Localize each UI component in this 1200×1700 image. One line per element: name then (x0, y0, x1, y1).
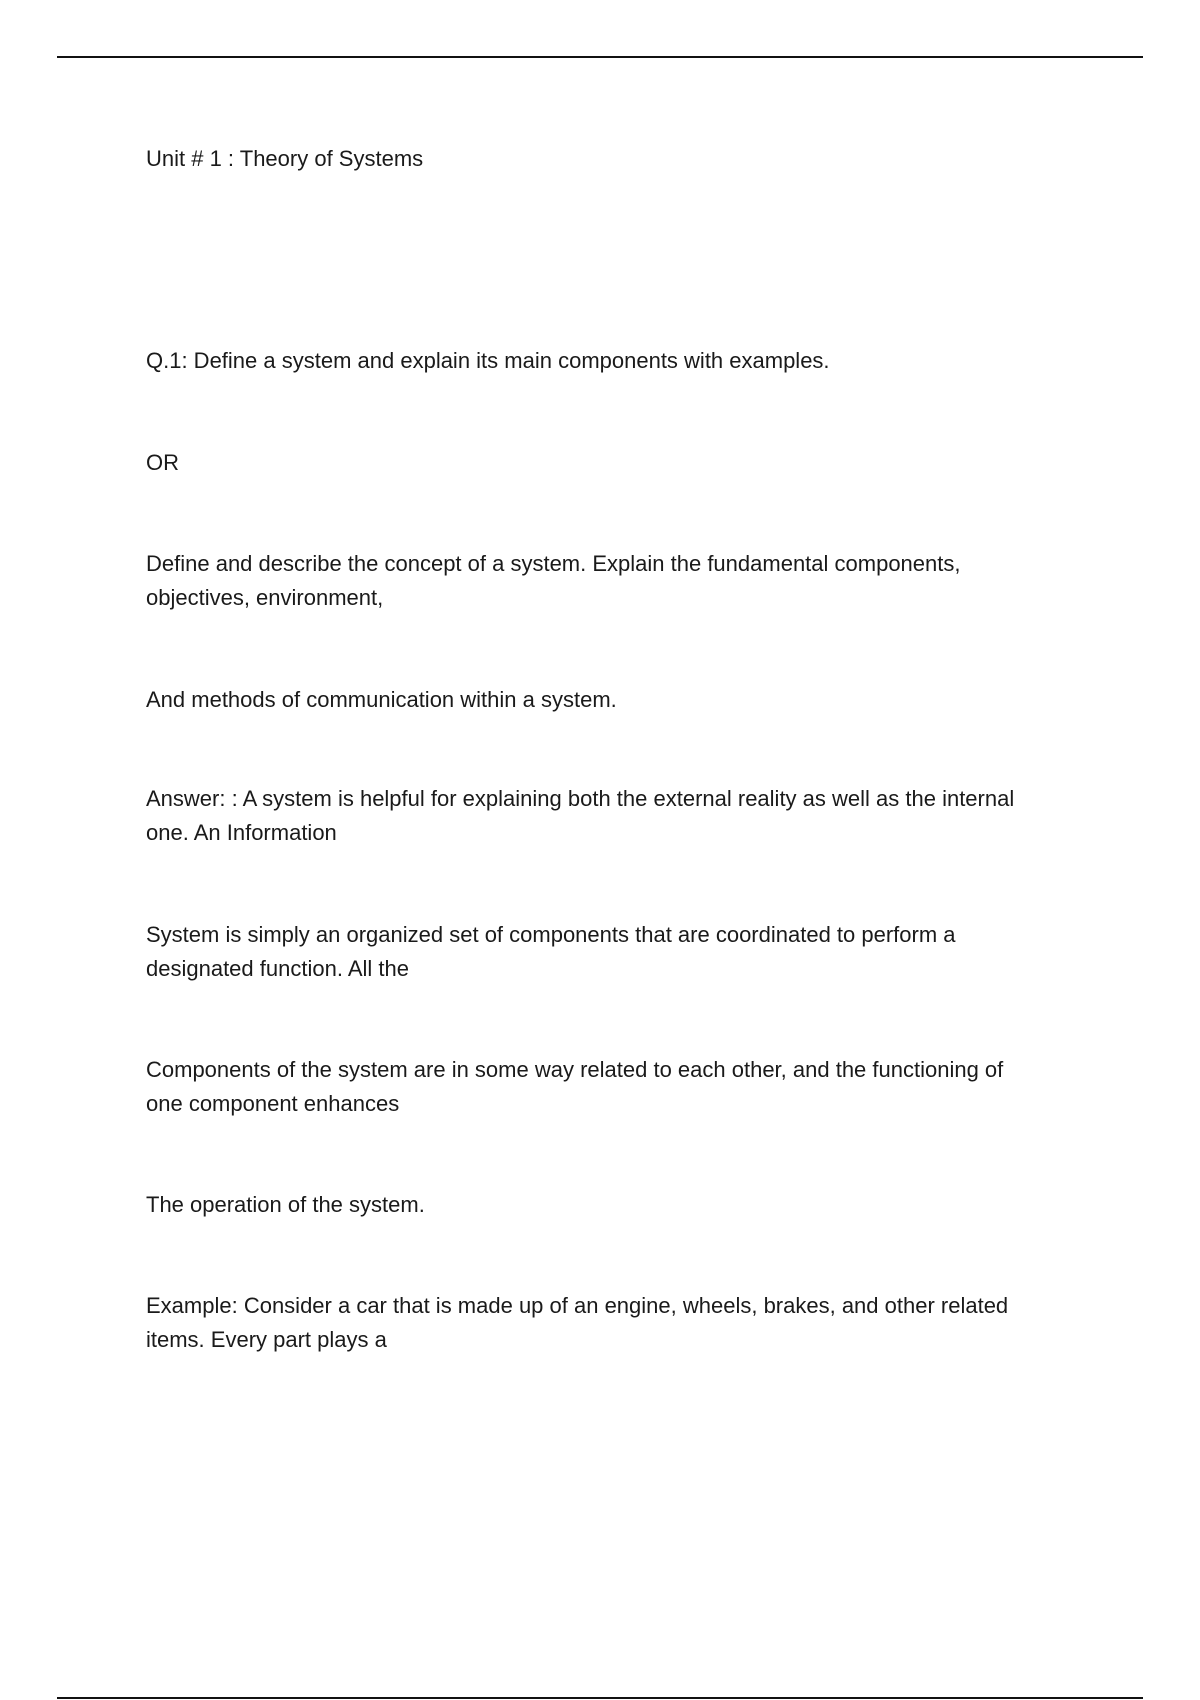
answer-paragraph-4: The operation of the system. (146, 1192, 425, 1217)
answer-paragraph-3: Components of the system are in some way related to each other, and the functioning of one component enhances (146, 1057, 1004, 1116)
bottom-divider (57, 1697, 1143, 1699)
answer-paragraph-2: System is simply an organized set of components that are coordinated to perform a designated function. All the (146, 922, 956, 981)
top-divider (57, 56, 1143, 58)
question-heading: Q.1: Define a system and explain its main components with examples. (146, 348, 830, 373)
example-paragraph: Example: Consider a car that is made up of an engine, wheels, brakes, and other related items. Every part plays a (146, 1293, 1009, 1352)
alternate-question-line-2: And methods of communication within a system. (146, 687, 617, 712)
alternate-question-line-1: Define and describe the concept of a system. Explain the fundamental components, objectives, environment, (146, 551, 961, 610)
or-separator: OR (146, 450, 179, 475)
unit-title: Unit # 1 : Theory of Systems (146, 146, 424, 171)
answer-paragraph-1: Answer: : A system is helpful for explaining both the external reality as well as the internal one. An Information (146, 786, 1015, 845)
